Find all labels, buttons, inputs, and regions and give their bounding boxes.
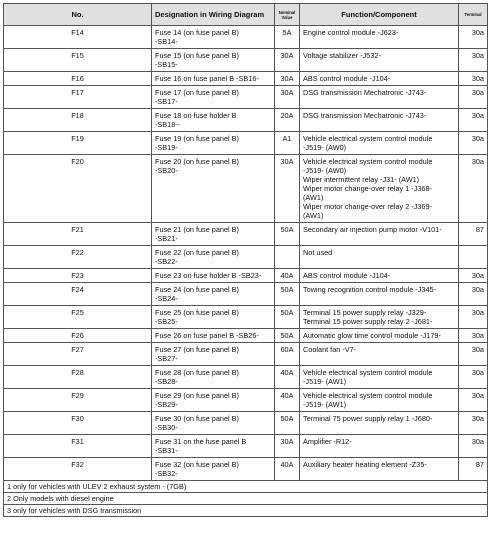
table-row [4,458,488,481]
fuse-nominal-value: 50A [275,283,300,306]
fuse-function [300,435,459,458]
table-row [4,366,488,389]
fuse-terminal: 30a [459,109,488,132]
designation-line: Fuse 21 (on fuse panel B) [155,225,239,234]
fuse-terminal: 30a [459,412,488,435]
fuse-function [300,412,459,435]
designation-line: Fuse 16 on fuse panel B -SB16- [155,74,259,83]
function-line: Terminal 15 power supply relay -J329- [303,308,427,317]
function-line: DSG transmission Mechatronic -J743- [303,111,427,120]
fuse-terminal: 30a [459,269,488,283]
fuse-terminal: 30a [459,132,488,155]
fuse-nominal-value: 60A [275,343,300,366]
function-line: Wiper motor change-over relay 2 -J369- [303,202,432,211]
designation-line: -SB31- [155,446,178,455]
fuse-designation [152,343,275,366]
function-line: Wiper motor change-over relay 1 -J368- [303,184,432,193]
designation-line: -SB18-- [155,120,181,129]
designation-line: Fuse 26 on fuse panel B -SB26- [155,331,259,340]
header-no: No. [4,4,152,26]
function-line: Auxiliary heater heating element -Z35- [303,460,427,469]
fuse-number: F24 [4,283,152,306]
function-line: Terminal 15 power supply relay 2 -J681- [303,317,433,326]
fuse-nominal-value: 30A [275,435,300,458]
designation-line: Fuse 14 (on fuse panel B) [155,28,239,37]
fuse-number: F16 [4,72,152,86]
fuse-terminal: 30a [459,343,488,366]
designation-line: -SB21- [155,234,178,243]
fuse-number: F25 [4,306,152,329]
fuse-terminal: 30a [459,435,488,458]
fuse-number: F29 [4,389,152,412]
function-line: -J519- (AW0) [303,166,347,175]
fuse-number: F18 [4,109,152,132]
designation-line: -SB17- [155,97,178,106]
fuse-number: F26 [4,329,152,343]
fuse-function [300,329,459,343]
table-row [4,49,488,72]
designation-line: -SB22- [155,257,178,266]
function-line: Vehicle electrical system control module [303,157,433,166]
fuse-table [3,3,488,517]
fuse-function [300,86,459,109]
fuse-designation [152,246,275,269]
designation-line: -SB30- [155,423,178,432]
function-line: (AW1) [303,193,324,202]
designation-line: -SB25- [155,317,178,326]
function-line: -J519- (AW1) [303,377,347,386]
fuse-number: F31 [4,435,152,458]
fuse-number: F30 [4,412,152,435]
fuse-function [300,26,459,49]
fuse-terminal [459,246,488,269]
fuse-designation [152,49,275,72]
fuse-number: F27 [4,343,152,366]
fuse-terminal: 87 [459,223,488,246]
table-row [4,223,488,246]
fuse-number: F28 [4,366,152,389]
fuse-designation [152,132,275,155]
function-line: DSG transmission Mechatronic -J743- [303,88,427,97]
designation-line: -SB19- [155,143,178,152]
designation-line: -SB28- [155,377,178,386]
designation-line: Fuse 27 (on fuse panel B) [155,345,239,354]
fuse-designation [152,72,275,86]
fuse-function [300,72,459,86]
fuse-function [300,343,459,366]
footnote: 1 only for vehicles with ULEV 2 exhaust system - (7GB) [4,481,488,493]
fuse-function [300,269,459,283]
designation-line: Fuse 32 (on fuse panel B) [155,460,239,469]
fuse-number: F15 [4,49,152,72]
function-line: Secondary air injection pump motor -V101- [303,225,442,234]
fuse-number: F14 [4,26,152,49]
function-line: -J519- (AW1) [303,400,347,409]
fuse-number: F32 [4,458,152,481]
fuse-function [300,389,459,412]
fuse-terminal: 30a [459,72,488,86]
function-line: (AW1) [303,211,324,220]
table-row [4,72,488,86]
fuse-designation [152,329,275,343]
table-row [4,109,488,132]
fuse-nominal-value [275,246,300,269]
table-header-row [4,4,488,26]
fuse-number: F23 [4,269,152,283]
table-row [4,435,488,458]
table-row [4,283,488,306]
fuse-number: F17 [4,86,152,109]
fuse-designation [152,86,275,109]
table-row [4,389,488,412]
fuse-function [300,306,459,329]
fuse-terminal: 30a [459,49,488,72]
designation-line: Fuse 18 on fuse holder B [155,111,237,120]
table-row [4,155,488,223]
footnote-row [4,505,488,517]
designation-line: Fuse 15 (on fuse panel B) [155,51,239,60]
fuse-nominal-value: 30A [275,72,300,86]
fuse-terminal: 30a [459,389,488,412]
fuse-nominal-value: 20A [275,109,300,132]
header-designation: Designation in Wiring Diagram [152,4,275,26]
fuse-function [300,283,459,306]
designation-line: Fuse 30 (on fuse panel B) [155,414,239,423]
function-line: Not used [303,248,333,257]
table-row [4,306,488,329]
function-line: ABS control module -J104- [303,271,391,280]
function-line: Voltage stabilizer -J532- [303,51,381,60]
designation-line: Fuse 23 on fuse holder B -SB23- [155,271,262,280]
fuse-nominal-value: A1 [275,132,300,155]
footnote: 2 Only models with diesel engine [4,493,488,505]
fuse-nominal-value: 40A [275,366,300,389]
fuse-function [300,223,459,246]
fuse-nominal-value: 50A [275,412,300,435]
fuse-designation [152,26,275,49]
fuse-table-body [4,26,488,517]
function-line: Amplifier -R12- [303,437,352,446]
fuse-nominal-value: 50A [275,306,300,329]
fuse-terminal: 30a [459,306,488,329]
function-line: Terminal 75 power supply relay 1 -J680- [303,414,433,423]
fuse-terminal: 30a [459,329,488,343]
fuse-terminal: 30a [459,366,488,389]
table-row [4,412,488,435]
fuse-designation [152,366,275,389]
designation-line: -SB29- [155,400,178,409]
function-line: Engine control module -J623- [303,28,399,37]
fuse-nominal-value: 40A [275,269,300,283]
table-row [4,86,488,109]
fuse-number: F22 [4,246,152,269]
header-value: Nominal Value [275,4,300,26]
fuse-designation [152,435,275,458]
fuse-nominal-value: 40A [275,458,300,481]
fuse-function [300,366,459,389]
fuse-nominal-value: 5A [275,26,300,49]
fuse-designation [152,306,275,329]
fuse-designation [152,412,275,435]
designation-line: Fuse 20 (on fuse panel B) [155,157,239,166]
designation-line: Fuse 24 (on fuse panel B) [155,285,239,294]
fuse-terminal: 30a [459,155,488,223]
table-row [4,343,488,366]
designation-line: -SB14- [155,37,178,46]
fuse-terminal: 30a [459,283,488,306]
fuse-designation [152,283,275,306]
fuse-function [300,49,459,72]
designation-line: Fuse 29 (on fuse panel B) [155,391,239,400]
designation-line: Fuse 19 (on fuse panel B) [155,134,239,143]
fuse-nominal-value: 30A [275,49,300,72]
header-terminal: Terminal [459,4,488,26]
fuse-function [300,132,459,155]
fuse-terminal: 30a [459,86,488,109]
fuse-designation [152,223,275,246]
fuse-function [300,109,459,132]
designation-line: -SB20- [155,166,178,175]
designation-line: -SB32- [155,469,178,478]
designation-line: -SB15- [155,60,178,69]
function-line: Vehicle electrical system control module [303,368,433,377]
fuse-nominal-value: 30A [275,155,300,223]
function-line: Coolant fan -V7- [303,345,357,354]
function-line: Vehicle electrical system control module [303,391,433,400]
table-row [4,246,488,269]
table-row [4,329,488,343]
fuse-terminal: 87 [459,458,488,481]
fuse-number: F19 [4,132,152,155]
designation-line: Fuse 22 (on fuse panel B) [155,248,239,257]
fuse-function [300,155,459,223]
function-line: -J519- (AW0) [303,143,347,152]
function-line: Towing recognition control module -J345- [303,285,437,294]
fuse-designation [152,458,275,481]
fuse-designation [152,155,275,223]
fuse-nominal-value: 50A [275,223,300,246]
fuse-function [300,246,459,269]
fuse-number: F21 [4,223,152,246]
function-line: ABS control module -J104- [303,74,391,83]
fuse-designation [152,389,275,412]
function-line: Vehicle electrical system control module [303,134,433,143]
table-row [4,269,488,283]
designation-line: Fuse 28 (on fuse panel B) [155,368,239,377]
table-row [4,132,488,155]
table-row [4,26,488,49]
designation-line: Fuse 31 on the fuse panel B [155,437,247,446]
header-function: Function/Component [300,4,459,26]
designation-line: Fuse 17 (on fuse panel B) [155,88,239,97]
fuse-designation [152,109,275,132]
footnote: 3 only for vehicles with DSG transmission [4,505,488,517]
fuse-nominal-value: 50A [275,329,300,343]
fuse-nominal-value: 30A [275,86,300,109]
fuse-function [300,458,459,481]
function-line: Automatic glow time control module -J179- [303,331,441,340]
designation-line: Fuse 25 (on fuse panel B) [155,308,239,317]
designation-line: -SB24- [155,294,178,303]
fuse-terminal: 30a [459,26,488,49]
designation-line: -SB27- [155,354,178,363]
fuse-designation [152,269,275,283]
footnote-row [4,481,488,493]
fuse-number: F20 [4,155,152,223]
function-line: Wiper intermittent relay -J31- (AW1) [303,175,420,184]
footnote-row [4,493,488,505]
fuse-nominal-value: 40A [275,389,300,412]
